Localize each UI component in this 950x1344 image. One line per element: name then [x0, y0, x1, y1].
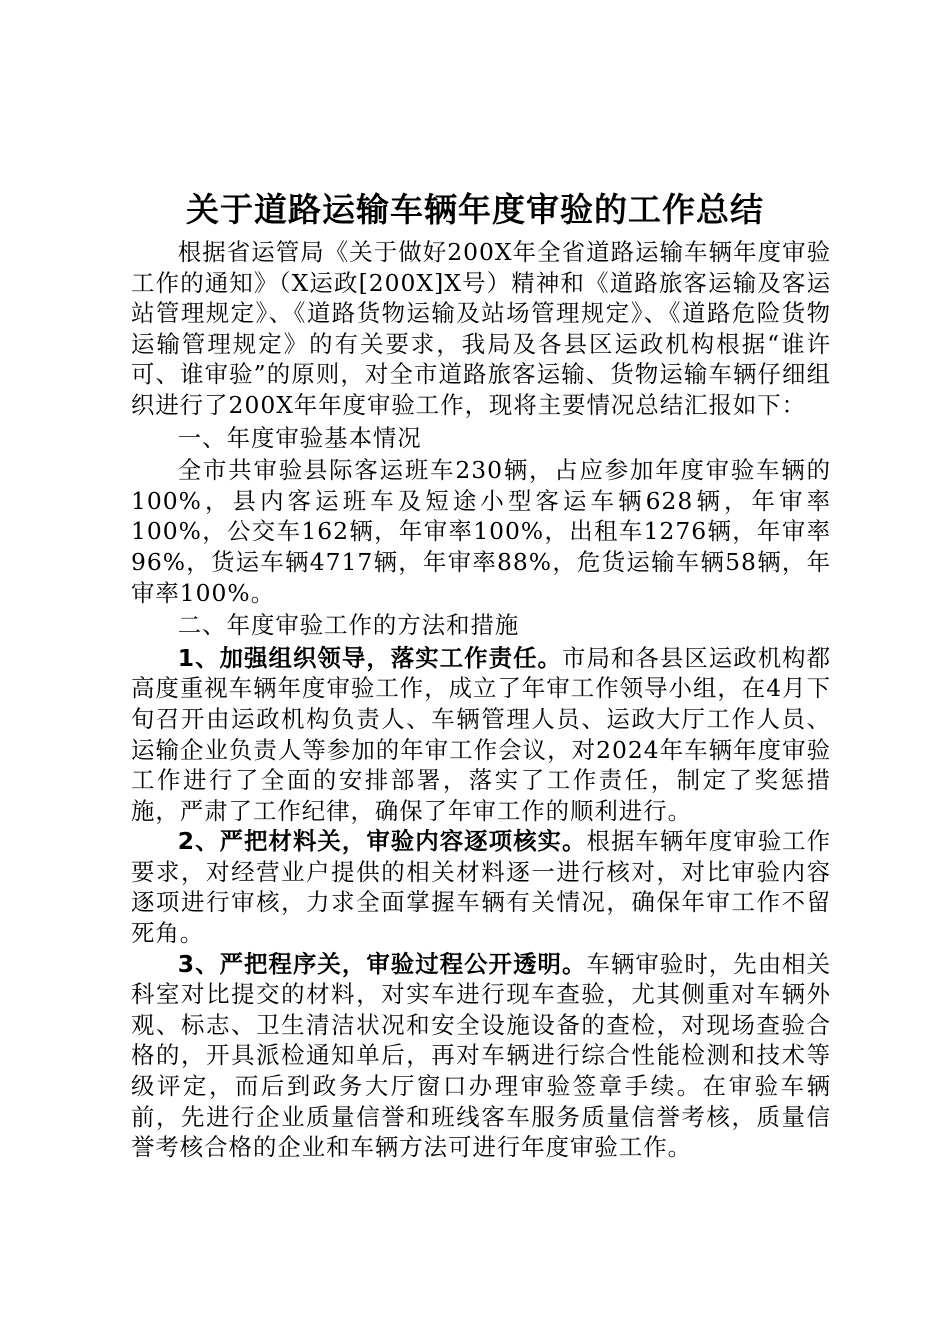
measure-1-lead: 1、加强组织领导，落实工作责任。	[177, 643, 563, 672]
measure-paragraph-1	[131, 643, 831, 827]
section-1-paragraph: 全市共审验县际客运班车230辆，占应参加年度审验车辆的100%，县内客运班车及短途小型客运车辆628辆，年审率100%，公交车162辆，年审率100%，出租车1276辆，年审率96%，货运车辆4717辆，年审率88%，危货运输车辆58辆，年审率100%。	[131, 456, 831, 607]
measure-paragraph-3	[131, 949, 831, 1163]
measure-2-lead: 2、严把材料关，审验内容逐项核实。	[177, 827, 587, 856]
measure-2-text: 根据车辆年度审验工作要求，对经营业户提供的相关材料逐一进行核对，对比审验内容逐项进行审核，力求全面掌握车辆有关情况，确保年审工作不留死角。	[131, 827, 832, 948]
intro-paragraph: 根据省运管局《关于做好200X年全省道路运输车辆年度审验工作的通知》（X运政[200X]X号）精神和《道路旅客运输及客运站管理规定》、《道路货物运输及站场管理规定》、《道路危险货物运输管理规定》的有关要求，我局及各县区运政机构根据“谁许可、谁审验”的原则，对全市道路旅客运输、货物运输车辆仔细组织进行了200X年年度审验工作，现将主要情况总结汇报如下：	[131, 238, 831, 419]
document-title: 关于道路运输车辆年度审验的工作总结	[186, 190, 764, 229]
measure-3-lead: 3、严把程序关，审验过程公开透明。	[177, 949, 587, 978]
section-1-heading: 一、年度审验基本情况	[177, 423, 422, 452]
measure-paragraph-2	[131, 826, 831, 948]
document-body	[131, 237, 831, 1163]
section-2-heading: 二、年度审验工作的方法和措施	[177, 611, 520, 640]
measure-3-text: 车辆审验时，先由相关科室对比提交的材料，对实车进行现车查验，尤其侧重对车辆外观、标志、卫生清洁状况和安全设施设备的查检，对现场查验合格的，开具派检通知单后，再对车辆进行综合性能检测和技术等级评定，而后到政务大厅窗口办理审验签章手续。在审验车辆前，先进行企业质量信誉和班线客车服务质量信誉考核，质量信誉考核合格的企业和车辆方法可进行年度审验工作。	[131, 949, 832, 1162]
measure-1-text: 市局和各县区运政机构都高度重视车辆年度审验工作，成立了年审工作领导小组，在4月下旬召开由运政机构负责人、车辆管理人员、运政大厅工作人员、运输企业负责人等参加的年审工作会议，对2024年车辆年度审验工作进行了全面的安排部署，落实了工作责任，制定了奖惩措施，严肃了工作纪律，确保了年审工作的顺利进行。	[131, 643, 832, 825]
